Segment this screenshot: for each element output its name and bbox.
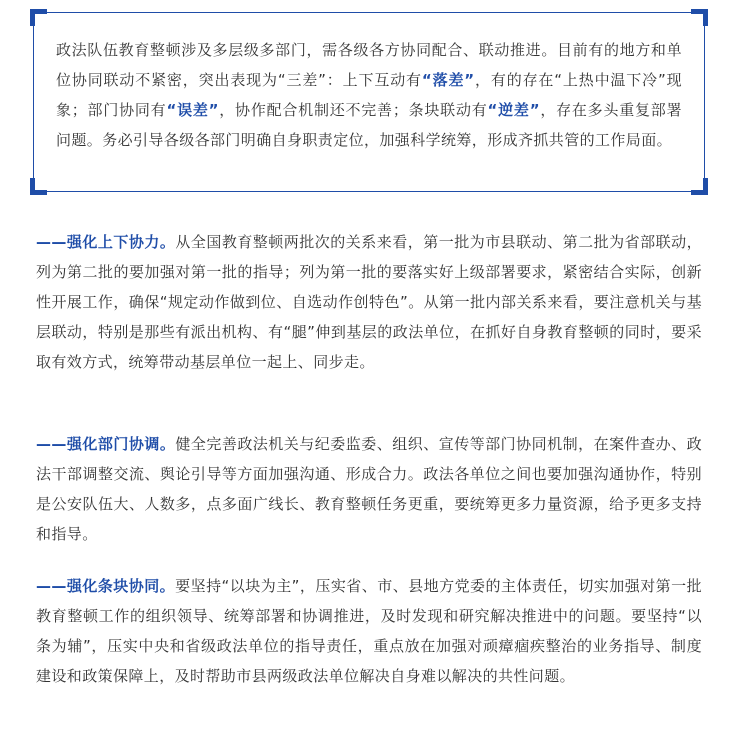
section-body: 从全国教育整顿两批次的关系来看，第一批为市县联动、第二批为省部联动，列为第二批的要加强对第一批的指导；列为第一批的要落实好上级部署要求，紧密结合实际，创新性开展工作，确保“规定动作做到位、自选动作创特色”。从第一批内部关系来看，要注意机关与基层联动，特别是那些有派出机构、有“腿”伸到基层的政法单位，在抓好自身教育整顿的同时，要采取有效方式，统筹带动基层单位一起上、同步走。 [36,233,702,371]
corner-decoration-top-right [691,9,708,26]
intro-text-3: ，协作配合机制还不完善；条块联动有 [218,101,488,119]
intro-box [33,12,705,192]
section-heading: ——强化部门协调。 [36,435,176,453]
intro-text-1: 政法队伍教育整顿涉及多层级多部门，需各级各方协同配合、联动推进。目前有的地方和单位协同联动不紧密，突出表现为“三差”：上下互动有 [56,41,682,89]
intro-paragraph [56,35,682,155]
corner-decoration-top-left [30,9,47,26]
intro-text-2: ，有的存在“上热中温下冷”现象；部门协同有 [56,71,682,119]
intro-text-4: ，存在多头重复部署问题。务必引导各级各部门明确自身职责定位，加强科学统筹，形成齐抓共管的工作局面。 [56,101,682,149]
highlight-nicha: “逆差” [487,101,540,119]
corner-decoration-bottom-left [30,178,47,195]
section-body: 健全完善政法机关与纪委监委、组织、宣传等部门协同机制，在案件查办、政法干部调整交流、舆论引导等方面加强沟通、形成合力。政法各单位之间也要加强沟通协作，特别是公安队伍大、人数多，点多面广线长、教育整顿任务更重，要统筹更多力量资源，给予更多支持和指导。 [36,435,702,543]
section-heading: ——强化条块协同。 [36,577,176,595]
highlight-wucha: “误差” [166,101,219,119]
section-heading: ——强化上下协力。 [36,233,176,251]
highlight-luocha: “落差” [421,71,475,89]
section-body: 要坚持“以块为主”，压实省、市、县地方党委的主体责任，切实加强对第一批教育整顿工作的组织领导、统筹部署和协调推进，及时发现和研究解决推进中的问题。要坚持“以条为辅”，压实中央和省级政法单位的指导责任，重点放在加强对顽瘴痼疾整治的业务指导、制度建设和政策保障上，及时帮助市县两级政法单位解决自身难以解决的共性问题。 [36,577,703,685]
section-tiaokuai-xietong [36,571,702,691]
corner-decoration-bottom-right [691,178,708,195]
section-shangxia-xieli [36,227,702,377]
section-bumen-xietiao [36,429,702,549]
